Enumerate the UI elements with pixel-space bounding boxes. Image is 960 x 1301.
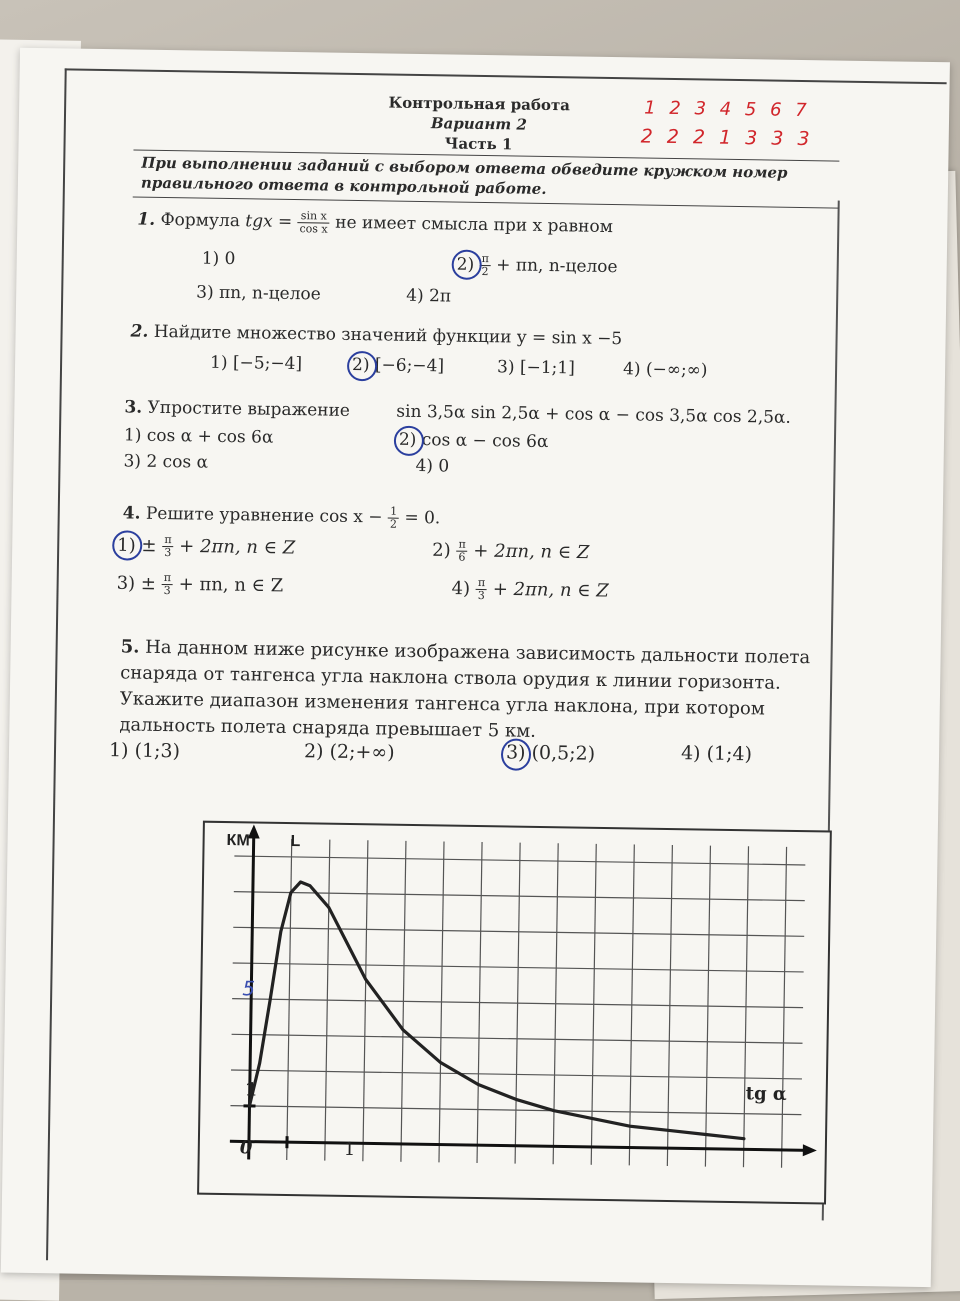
- q1-formula-lhs: tgx =: [245, 211, 292, 232]
- q4-fraction: [388, 506, 399, 531]
- q4-option-4[interactable]: [451, 577, 609, 604]
- q3-option-3[interactable]: 3) 2 cos α: [123, 451, 208, 472]
- q4-opt3-post: + πn, n ∈ Z: [178, 574, 283, 597]
- q5-option-3[interactable]: 3) (0,5;2): [506, 741, 595, 764]
- q4-opt3-fd: 3: [161, 585, 172, 597]
- q4-text: Решите уравнение cos x −: [146, 504, 383, 528]
- q1-text-after: не имеет смысла при x равном: [335, 213, 613, 237]
- q2-option-1[interactable]: 1) [−5;−4]: [210, 353, 302, 374]
- q4-opt3-pre: ±: [141, 573, 156, 594]
- q4-opt1-fn: π: [162, 534, 173, 547]
- q4-opt2-fd: 6: [456, 552, 467, 564]
- q4-opt4-post: + 2πn, n ∈ Z: [493, 579, 609, 602]
- chart-curve-group: [249, 881, 748, 1139]
- x-axis-line: [230, 1141, 809, 1150]
- q4-opt4-fn: π: [476, 577, 487, 590]
- q4-frac-den: 2: [388, 519, 399, 531]
- q1-opt2-frac-num: π: [480, 253, 491, 266]
- q4-option-1[interactable]: [117, 533, 295, 561]
- q2-option-3[interactable]: 3) [−1;1]: [497, 357, 575, 378]
- q4-opt1-frac: [162, 534, 174, 559]
- q5-option-1[interactable]: 1) (1;3): [109, 739, 180, 762]
- q1-opt2-frac-den: 2: [479, 266, 490, 278]
- q4-option-2[interactable]: [432, 538, 590, 565]
- q4-opt4-fd: 3: [476, 590, 487, 602]
- q5-option-2[interactable]: 2) (2;+∞): [304, 740, 395, 763]
- range-chart-box: [197, 821, 832, 1205]
- q4-opt2-post: + 2πn, n ∈ Z: [473, 540, 589, 563]
- q1-option-2-tail: + πn, n-целое: [496, 255, 618, 277]
- q1-fraction: [297, 210, 330, 236]
- origin-label: 0: [240, 1137, 253, 1158]
- q4-opt2-label: 2): [432, 540, 451, 561]
- chart-axes: [230, 824, 822, 1168]
- q4-opt1-post: + 2πn, n ∈ Z: [179, 536, 295, 559]
- x-axis-arrow: [803, 1144, 817, 1156]
- q1-frac-num: sin x: [298, 210, 330, 224]
- q1-number: 1.: [137, 210, 155, 230]
- q5-text: На данном ниже рисунке изображена зависимость дальности полета снаряда от тангенса угла наклона ствола орудия к линии горизонта. Укажите диапазон изменения тангенса угла наклона, при котором дальность полета снаряда превышает 5 км.: [119, 637, 810, 742]
- q3-option-2[interactable]: 2) cos α − cos 6α: [399, 430, 549, 452]
- q1-text-before: Формула: [160, 210, 240, 231]
- y-tick-1-label: 1: [245, 1079, 258, 1100]
- q4-opt3-frac: [161, 572, 173, 597]
- q3-expression: sin 3,5α sin 2,5α + cos α − cos 3,5α cos 2,5α.: [396, 402, 791, 428]
- handwritten-5-mark: 5: [242, 976, 255, 1000]
- q1-frac-den: cos x: [297, 223, 329, 236]
- q4-opt4-frac: [476, 577, 488, 602]
- handwritten-question-numbers: 1 2 3 4 5 6 7: [644, 98, 811, 122]
- y-axis-label: L: [290, 833, 300, 850]
- q4-opt1-fd: 3: [162, 547, 173, 559]
- q3-text: Упростите выражение: [147, 398, 350, 421]
- q4-number: 4.: [123, 503, 141, 523]
- test-title: Контрольная работа: [349, 93, 609, 115]
- x-axis-label: tg α: [746, 1083, 787, 1105]
- q3-option-1[interactable]: 1) cos α + cos 6α: [124, 425, 274, 447]
- q4-eq-tail: = 0.: [404, 508, 440, 529]
- q5-option-4[interactable]: 4) (1;4): [681, 742, 752, 765]
- q4-opt2-fn: π: [456, 539, 467, 552]
- q4-opt2-frac: [456, 539, 468, 564]
- x-tick-1-label: 1: [344, 1139, 356, 1160]
- q3-option-4[interactable]: 4) 0: [415, 456, 449, 477]
- q1-option-4[interactable]: 4) 2π: [406, 286, 451, 307]
- q3-number: 3.: [124, 397, 142, 417]
- instruction-box: При выполнении заданий с выбором ответа обведите кружком номер правильного ответа в контрольной работе.: [133, 149, 840, 208]
- q1-option-1[interactable]: 1) 0: [202, 249, 236, 270]
- q5-number: 5.: [120, 636, 139, 657]
- q1-option-3[interactable]: 3) πn, n-целое: [196, 282, 321, 304]
- q4-opt3-label: 3): [116, 573, 135, 594]
- chart-grid: [230, 838, 806, 1168]
- q4-line: [123, 501, 441, 531]
- q4-option-3[interactable]: [116, 571, 283, 599]
- q2-number: 2.: [130, 321, 148, 341]
- handwritten-answers: 2 2 2 1 3 3 3: [641, 125, 814, 150]
- y-unit-label: КМ: [226, 832, 249, 849]
- q4-frac-num: 1: [388, 506, 399, 519]
- range-curve-line: [249, 881, 748, 1138]
- q4-opt4-label: 4): [451, 578, 470, 599]
- range-chart: [199, 823, 826, 1199]
- q4-opt3-fn: π: [162, 572, 173, 585]
- q3-line: [124, 397, 350, 421]
- q2-text: Найдите множество значений функции y = sin x −5: [154, 322, 623, 349]
- variant-label: Вариант 2: [349, 113, 609, 135]
- q4-opt1-label: 1): [117, 535, 136, 556]
- test-sheet: [1, 48, 950, 1287]
- q5-paragraph: [119, 634, 821, 749]
- q2-option-2[interactable]: 2) [−6;−4]: [352, 355, 444, 376]
- q4-opt1-pre: ±: [141, 535, 156, 556]
- part-label: Часть 1: [348, 133, 608, 155]
- q1-option-2-label: 2): [457, 255, 475, 275]
- q2-option-4[interactable]: 4) (−∞;∞): [623, 359, 708, 380]
